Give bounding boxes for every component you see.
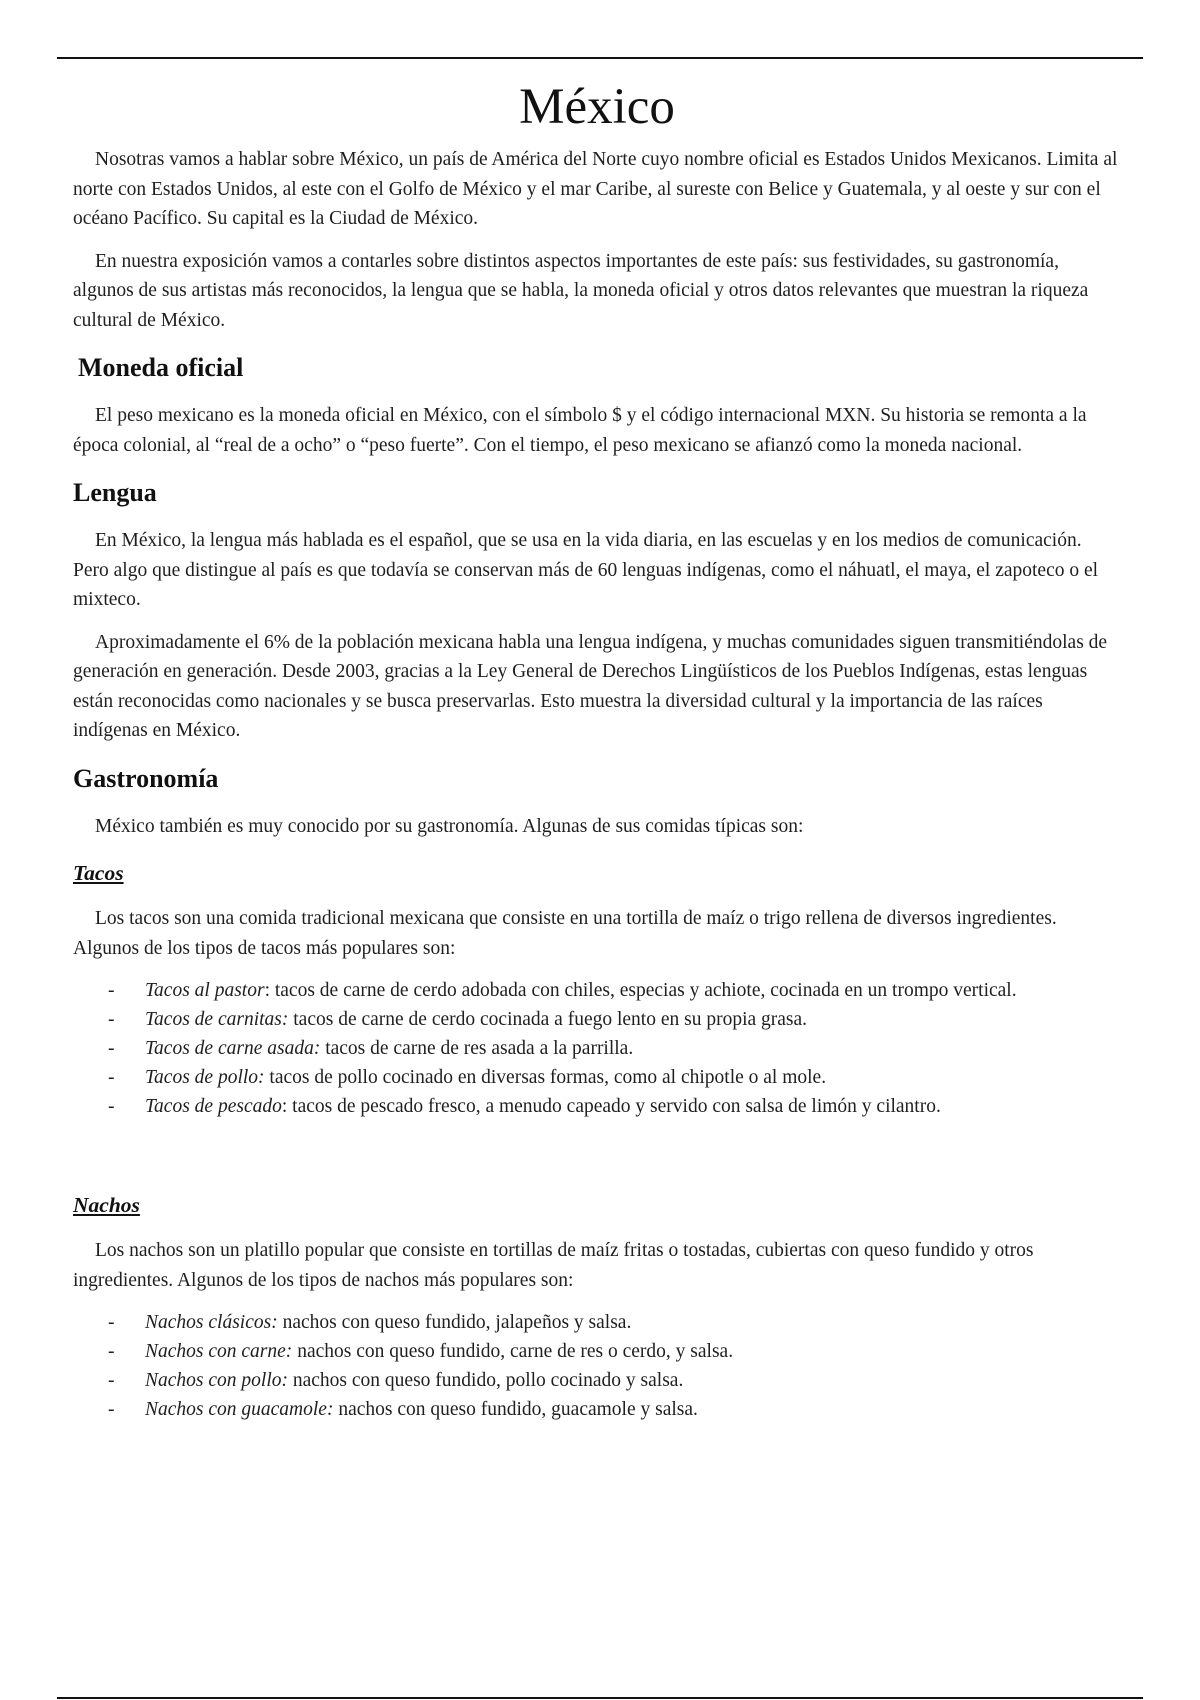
page-bottom-rule [57, 1697, 1143, 1699]
list-item [73, 1034, 1121, 1063]
item-desc: : tacos de carne de cerdo adobada con chiles, especias y achiote, cocinada en un trompo vertical. [264, 980, 1017, 1001]
list-item [73, 1092, 1121, 1121]
item-name: Nachos con guacamole: [145, 1399, 334, 1420]
intro-paragraph-2: En nuestra exposición vamos a contarles sobre distintos aspectos importantes de este país: sus festividades, su gastronomía, algunos de sus artistas más reconocidos, la lengua que se habla, la moneda oficial y otros datos relevantes que muestran la riqueza cultural de México. [73, 250, 1089, 331]
item-desc: : tacos de pescado fresco, a menudo capeado y servido con salsa de limón y cilantro. [281, 1096, 941, 1117]
item-name: Tacos de carne asada: [145, 1038, 321, 1059]
document-title: México [519, 79, 675, 135]
subheading-tacos: Tacos [73, 861, 124, 885]
subheading-nachos: Nachos [73, 1193, 140, 1217]
list-marker: - [108, 1096, 115, 1117]
item-name: Tacos de carnitas: [145, 1009, 289, 1030]
item-name: Nachos clásicos: [145, 1312, 278, 1333]
list-item [73, 1063, 1121, 1092]
item-desc: tacos de carne de cerdo cocinada a fuego lento en su propia grasa. [288, 1009, 808, 1030]
list-marker: - [108, 1038, 115, 1059]
list-item [73, 1395, 1121, 1424]
document-page [73, 72, 1121, 1424]
section-heading-gastronomia: Gastronomía [73, 763, 219, 793]
item-desc: nachos con queso fundido, carne de res o cerdo, y salsa. [292, 1341, 734, 1362]
item-name: Tacos de pescado [145, 1096, 282, 1117]
list-marker: - [108, 1067, 115, 1088]
list-marker: - [108, 1312, 115, 1333]
lengua-paragraph-2: Aproximadamente el 6% de la población mexicana habla una lengua indígena, y muchas comunidades siguen transmitiéndolas de generación en generación. Desde 2003, gracias a la Ley General de Derechos Lingüísticos de los Pueblos Indígenas, estas lenguas están reconocidas como nacionales y se busca preservarlas. Esto muestra la diversidad cultural y la importancia de las raíces indígenas en México. [73, 631, 1108, 741]
item-name: Nachos con carne: [145, 1341, 293, 1362]
gastronomia-intro: México también es muy conocido por su gastronomía. Algunas de sus comidas típicas son: [95, 815, 804, 837]
section-heading-moneda: Moneda oficial [78, 353, 244, 382]
list-item [73, 1337, 1121, 1366]
nachos-paragraph: Los nachos son un platillo popular que consiste en tortillas de maíz fritas o tostadas, cubiertas con queso fundido y otros ingredientes. Algunos de los tipos de nachos más populares son: [73, 1240, 1034, 1291]
list-marker: - [108, 1341, 115, 1362]
item-desc: nachos con queso fundido, jalapeños y salsa. [277, 1312, 632, 1333]
tacos-paragraph: Los tacos son una comida tradicional mexicana que consiste en una tortilla de maíz o trigo rellena de diversos ingredientes. Algunos de los tipos de tacos más populares son: [73, 908, 1057, 959]
item-desc: tacos de carne de res asada a la parrilla. [320, 1038, 634, 1059]
list-marker: - [108, 1399, 115, 1420]
section-spacer [73, 1121, 1121, 1173]
item-desc: nachos con queso fundido, guacamole y salsa. [333, 1399, 698, 1420]
item-desc: nachos con queso fundido, pollo cocinado y salsa. [287, 1370, 684, 1391]
list-marker: - [108, 980, 115, 1001]
nachos-list [73, 1308, 1121, 1424]
intro-paragraph-1: Nosotras vamos a hablar sobre México, un país de América del Norte cuyo nombre oficial es Estados Unidos Mexicanos. Limita al norte con Estados Unidos, al este con el Golfo de México y el mar Caribe, al sureste con Belice y Guatemala, y al oeste y sur con el océano Pacífico. Su capital es la Ciudad de México. [73, 149, 1118, 229]
list-item [73, 1308, 1121, 1337]
moneda-paragraph: El peso mexicano es la moneda oficial en México, con el símbolo $ y el código internacional MXN. Su historia se remonta a la época colonial, al “real de a ocho” o “peso fuerte”. Con el tiempo, el peso mexicano se afianzó como la moneda nacional. [73, 405, 1087, 456]
lengua-paragraph-1: En México, la lengua más hablada es el español, que se usa en la vida diaria, en las escuelas y en los medios de comunicación. Pero algo que distingue al país es que todavía se conservan más de 60 lenguas indígenas, como el náhuatl, el maya, el zapoteco o el mixteco. [73, 530, 1099, 610]
list-marker: - [108, 1370, 115, 1391]
list-item [73, 1005, 1121, 1034]
item-desc: tacos de pollo cocinado en diversas formas, como al chipotle o al mole. [264, 1067, 827, 1088]
list-item [73, 976, 1121, 1005]
tacos-list [73, 976, 1121, 1121]
item-name: Nachos con pollo: [145, 1370, 288, 1391]
list-item [73, 1366, 1121, 1395]
page-top-rule [57, 57, 1143, 59]
section-heading-lengua: Lengua [73, 478, 157, 507]
item-name: Tacos al pastor [145, 980, 265, 1001]
item-name: Tacos de pollo: [145, 1067, 265, 1088]
list-marker: - [108, 1009, 115, 1030]
